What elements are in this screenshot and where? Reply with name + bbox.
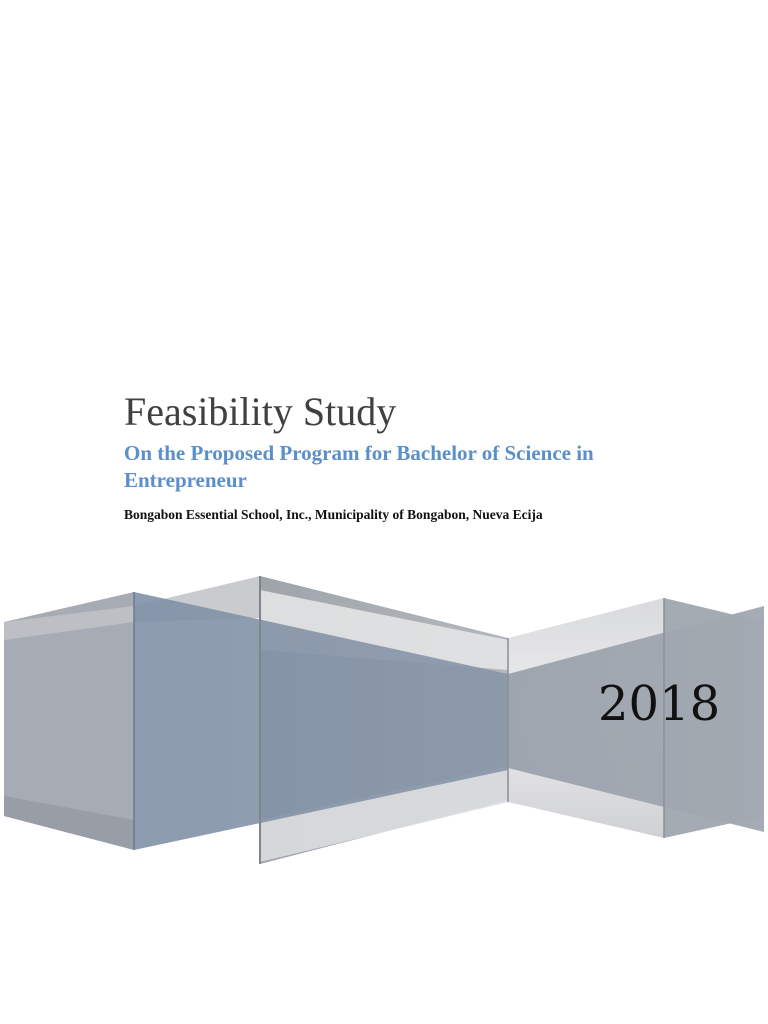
document-year: 2018 xyxy=(598,676,721,732)
document-title: Feasibility Study xyxy=(124,389,397,434)
title-block xyxy=(124,388,684,524)
document-subtitle: On the Proposed Program for Bachelor of Science in Entrepreneur xyxy=(124,441,594,492)
organization-line: Bongabon Essential School, Inc., Municipality of Bongabon, Nueva Ecija xyxy=(124,507,543,522)
